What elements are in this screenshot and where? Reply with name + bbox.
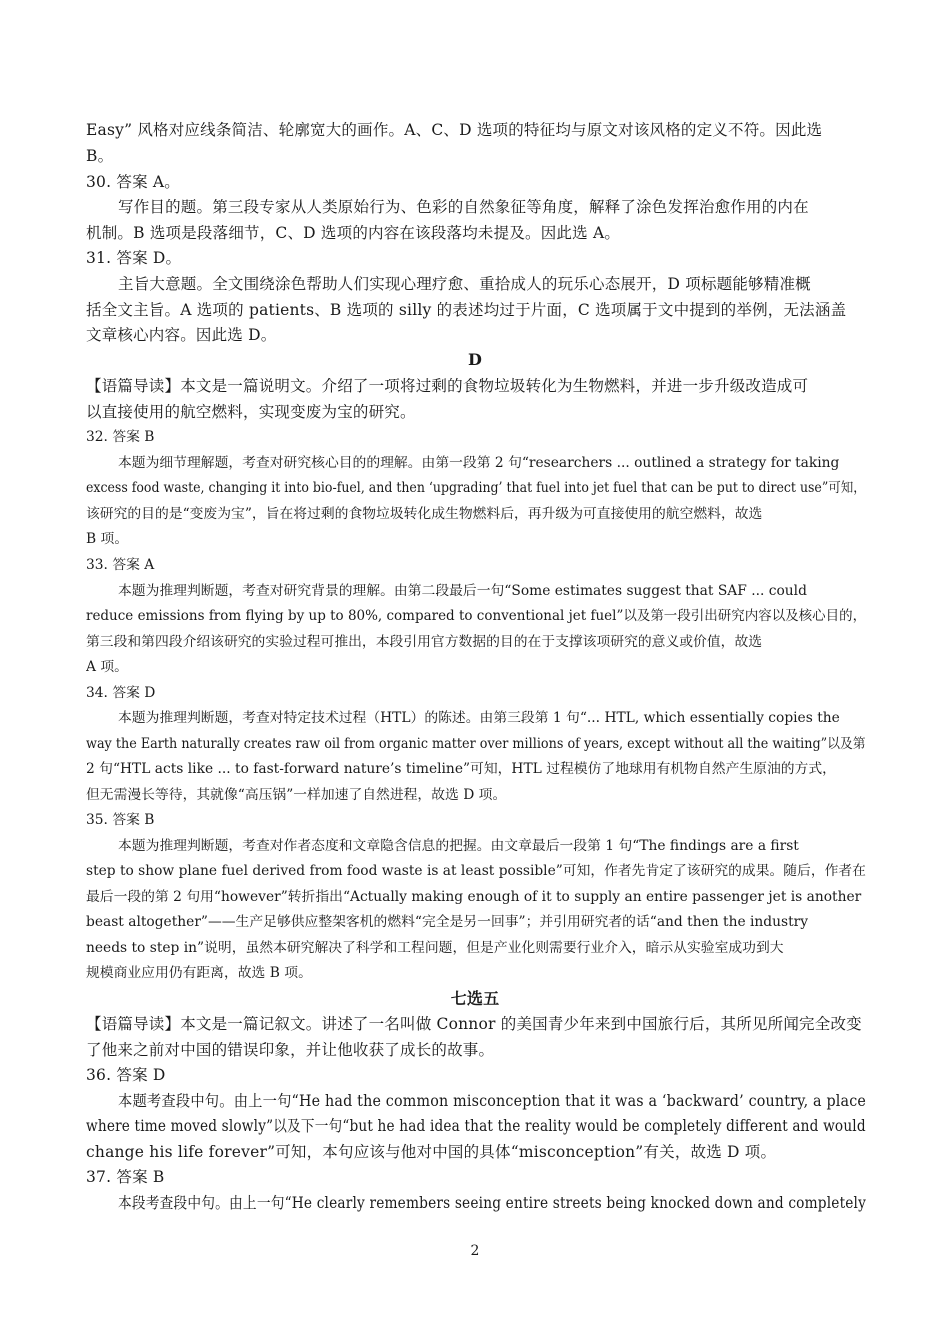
text-line: 该研究的目的是“变废为宝”，旨在将过剩的食物垃圾转化成生物燃料后，再升级为可直接使用的航空燃料，故选 [86, 506, 763, 522]
answer-heading: 34. 答案 D [86, 685, 156, 701]
text-line: 规模商业应用仍有距离，故选 B 项。 [86, 965, 312, 981]
text-line: A 项。 [86, 659, 128, 675]
text-line: 最后一段的第 2 句用“however”转折指出“Actually making enough of it to supply an entire passenger jet is another [86, 889, 862, 905]
text-line: 主旨大意题。全文围绕涂色帮助人们实现心理疗愈、重拾成人的玩乐心态展开，D 项标题能够精准概 [118, 275, 811, 293]
text-line: excess food waste, changing it into bio-fuel, and then ‘upgrading’ that fuel into jet fuel that can be put to direct use”可知， [86, 480, 866, 496]
text-line: 文章核心内容。因此选 D。 [86, 326, 277, 344]
text-line: 本题为推理判断题，考查对研究背景的理解。由第二段最后一句“Some estimates suggest that SAF ... could [118, 583, 807, 599]
text-line: 写作目的题。第三段专家从人类原始行为、色彩的自然象征等角度，解释了涂色发挥治愈作用的内在 [118, 198, 809, 216]
section-heading: D [467, 350, 483, 369]
text-line: B。 [86, 147, 114, 165]
text-line: 但无需漫长等待，其就像“高压锅”一样加速了自然进程，故选 D 项。 [86, 787, 507, 803]
text-line: 本题为推理判断题，考查对作者态度和文章隐含信息的把握。由文章最后一段第 1 句“The findings are a first [118, 838, 799, 854]
answer-heading: 36. 答案 D [86, 1066, 166, 1084]
page-number: 2 [470, 1243, 480, 1259]
text-line: 机制。B 选项是段落细节，C、D 选项的内容在该段落均未提及。因此选 A。 [86, 224, 621, 242]
text-line: Easy” 风格对应线条简洁、轮廓宽大的画作。A、C、D 选项的特征均与原文对该风格的定义不符。因此选 [86, 121, 823, 139]
text-line: 本题考查段中句。由上一句“He had the common misconception that it was a ‘backward’ country, a place [118, 1092, 867, 1110]
text-line: 本题为细节理解题，考查对研究核心目的的理解。由第一段第 2 句“researchers ... outlined a strategy for taking [118, 455, 840, 471]
text-line: B 项。 [86, 531, 129, 547]
text-line: 本题为推理判断题，考查对特定技术过程（HTL）的陈述。由第三段第 1 句“... HTL, which essentially copies the [118, 710, 840, 726]
text-line: 本段考查段中句。由上一句“He clearly remembers seeing entire streets being knocked down and completely [118, 1194, 867, 1212]
answer-heading: 35. 答案 B [86, 812, 155, 828]
text-line: 【语篇导读】本文是一篇记叙文。讲述了一名叫做 Connor 的美国青少年来到中国旅行后，其所见所闻完全改变 [86, 1015, 862, 1033]
text-line: reduce emissions from flying by up to 80%, compared to conventional jet fuel”以及第一段引出研究内容以及核心目的， [86, 608, 867, 624]
answer-heading: 32. 答案 B [86, 429, 155, 445]
answer-heading: 37. 答案 B [86, 1168, 165, 1186]
text-line: where time moved slowly”以及下一句“but he had idea that the reality would be completely different and would [86, 1117, 866, 1135]
text-line: 以直接使用的航空燃料，实现变废为宝的研究。 [86, 403, 416, 421]
text-line: needs to step in”说明，虽然本研究解决了科学和工程问题，但是产业化则需要行业介入，暗示从实验室成功到大 [86, 940, 784, 956]
text-line: 2 句“HTL acts like ... to fast-forward nature’s timeline”可知，HTL 过程模仿了地球用有机物自然产生原油的方式， [86, 761, 836, 777]
text-line: 括全文主旨。A 选项的 patients、B 选项的 silly 的表述均过于片面，C 选项属于文中提到的举例，无法涵盖 [86, 301, 847, 319]
text-line: change his life forever”可知，本句应该与他对中国的具体“misconception”有关，故选 D 项。 [86, 1143, 777, 1161]
answer-heading: 31. 答案 D。 [86, 249, 182, 267]
text-line: way the Earth naturally creates raw oil from organic matter over millions of years, except without all the waiting”以及第 [86, 736, 866, 752]
text-line: step to show plane fuel derived from food waste is at least possible”可知，作者先肯定了该研究的成果。随后，作者在 [86, 863, 866, 879]
text-line: 【语篇导读】本文是一篇说明文。介绍了一项将过剩的食物垃圾转化为生物燃料，并进一步升级改造成可 [86, 377, 809, 395]
text-line: 第三段和第四段介绍该研究的实验过程可推出，本段引用官方数据的目的在于支撑该项研究的意义或价值，故选 [86, 634, 763, 650]
text-line: 了他来之前对中国的错误印象，并让他收获了成长的故事。 [86, 1041, 495, 1059]
text-line: beast altogether”——生产足够供应整架客机的燃料“完全是另一回事”；并引用研究者的话“and then the industry [86, 914, 809, 930]
section-heading: 七选五 [450, 989, 500, 1008]
answer-heading: 30. 答案 A。 [86, 173, 180, 191]
answer-heading: 33. 答案 A [86, 557, 155, 573]
